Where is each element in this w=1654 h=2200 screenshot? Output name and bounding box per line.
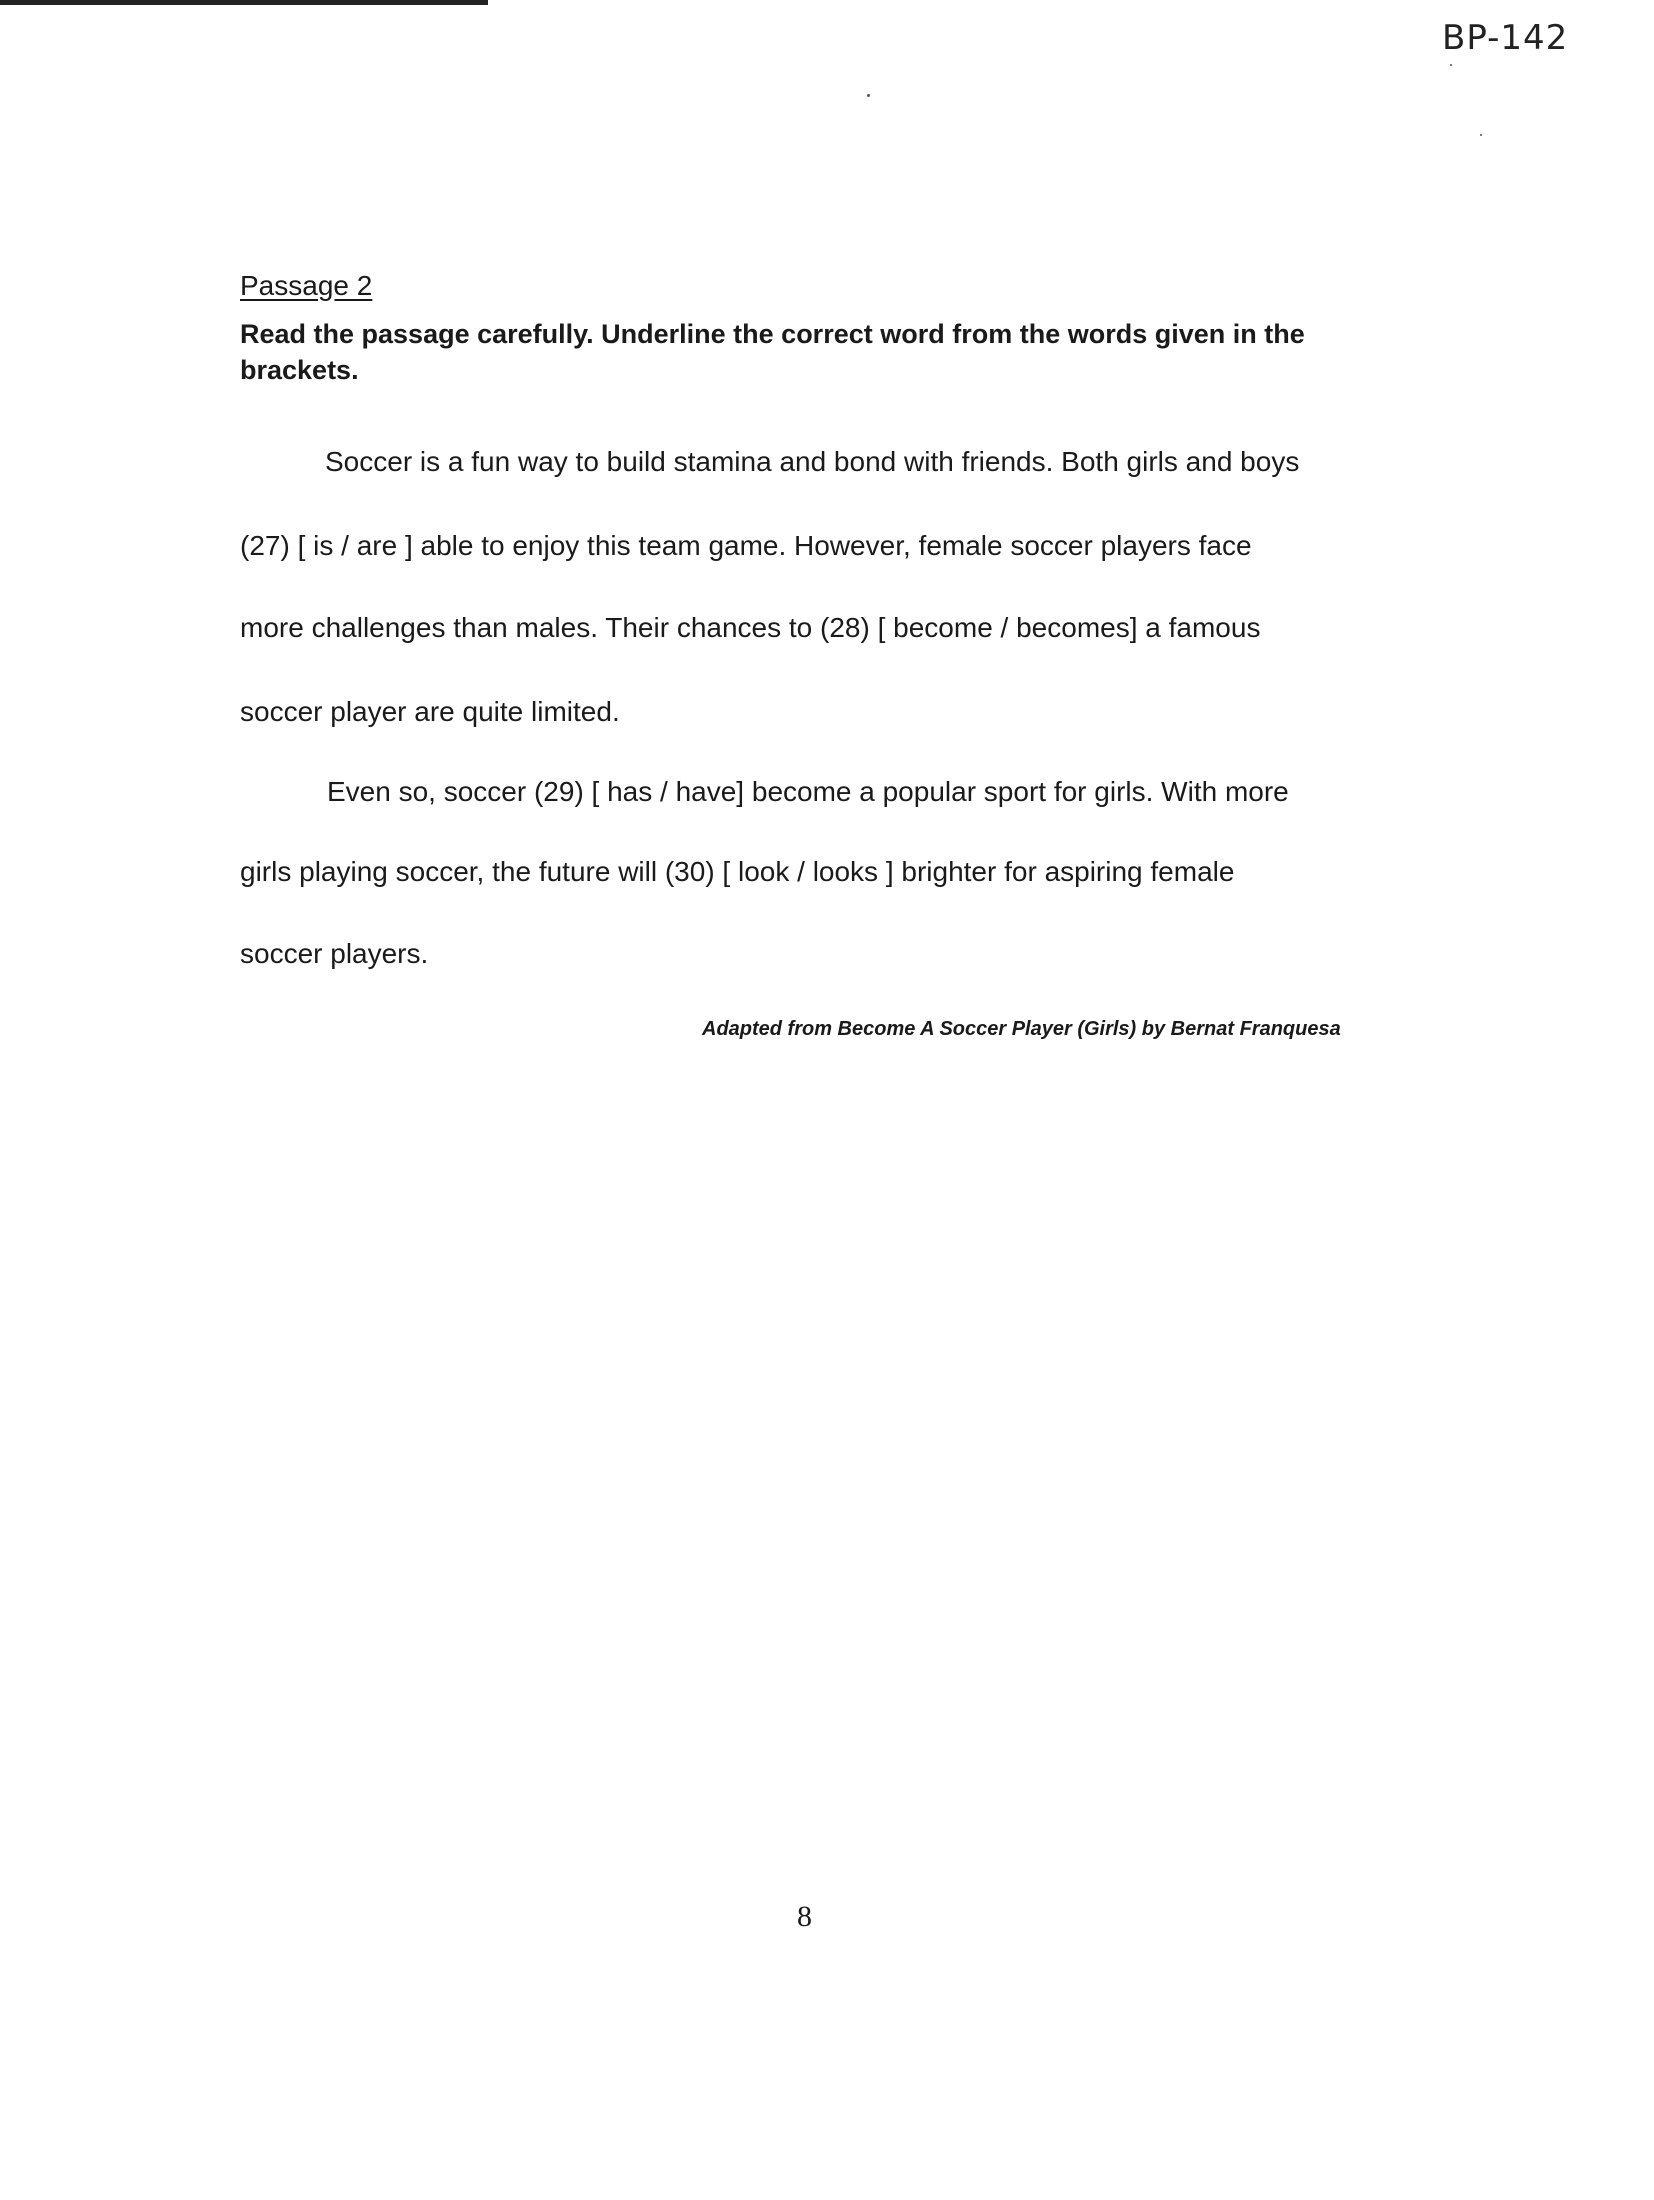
passage-heading: Passage 2 [240,270,373,301]
scan-speck [1450,64,1452,66]
page-number: 8 [797,1900,812,1933]
passage-line-7: soccer players. [240,938,429,969]
passage-line-5: Even so, soccer (29) [ has / have] become a popular sport for girls. With more [327,776,1289,807]
passage-line-4: soccer player are quite limited. [240,696,620,727]
passage-line-3: more challenges than males. Their chances to (28) [ become / becomes] a famous [240,612,1261,643]
passage-line-2: (27) [ is / are ] able to enjoy this team game. However, female soccer players face [240,530,1252,561]
passage-instructions: Read the passage carefully. Underline the correct word from the words given in the brackets. [240,319,1305,385]
scan-speck [1480,134,1482,136]
document-code: BP-142 [1442,18,1569,58]
passage-line-1: Soccer is a fun way to build stamina and bond with friends. Both girls and boys [325,446,1300,477]
top-rule [0,0,488,5]
passage-attribution: Adapted from Become A Soccer Player (Girls) by Bernat Franquesa [702,1018,1341,1040]
scan-speck [867,94,870,97]
passage-line-6: girls playing soccer, the future will (30) [ look / looks ] brighter for aspiring female [240,856,1235,887]
